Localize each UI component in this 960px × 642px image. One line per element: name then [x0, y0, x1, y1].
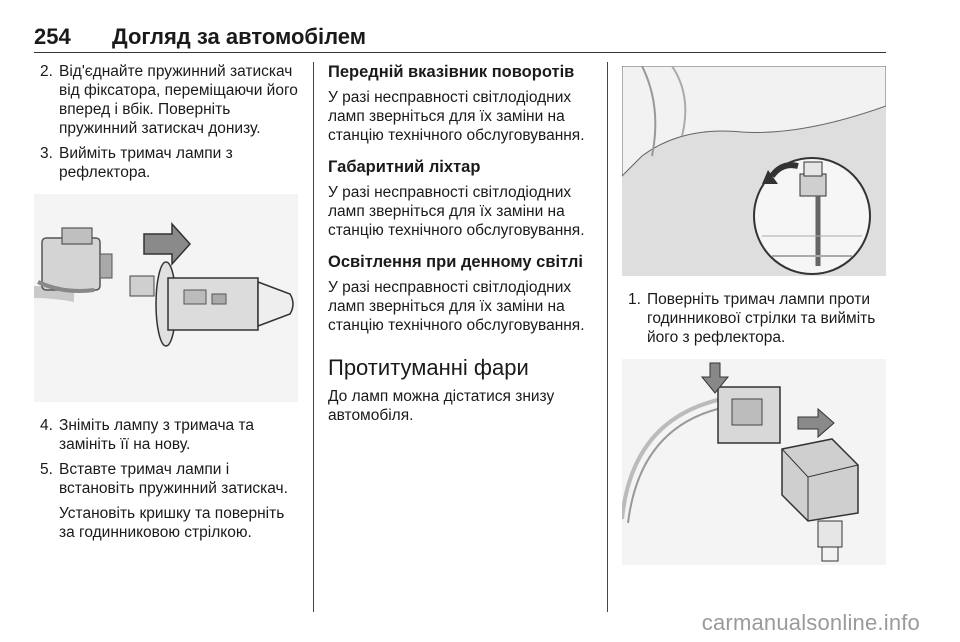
fog-light-access-illustration: [622, 66, 886, 276]
watermark: carmanualsonline.info: [701, 610, 920, 635]
column-divider-right: [607, 62, 608, 612]
instruction-step: [34, 62, 300, 138]
step-number: 3.: [40, 145, 53, 162]
instruction-step: [34, 416, 300, 454]
step-text: Вставте тримач лампи і встановіть пружинний затискач.: [59, 461, 288, 497]
fog-light-access-drawing: [622, 66, 886, 276]
step-number: 2.: [40, 63, 53, 80]
step-text: Поверніть тримач лампи проти годинникової стрілки та вийміть його з рефлектора.: [647, 291, 876, 346]
step-text: Зніміть лампу з тримача та замініть її на нову.: [59, 417, 254, 453]
section-body-turn-signal: У разі несправності світлодіодних ламп зверніться для їх заміни на станцію технічного обслуговування.: [328, 89, 585, 144]
column-divider-left: [313, 62, 314, 612]
section-body-position-light: У разі несправності світлодіодних ламп зверніться для їх заміни на станцію технічного обслуговування.: [328, 184, 585, 239]
step-text: Вийміть тримач лампи з рефлектора.: [59, 145, 233, 181]
section-heading-position-light: Габаритний ліхтар: [328, 158, 481, 176]
bulb-holder-illustration: [34, 194, 298, 402]
column-middle: [328, 62, 598, 437]
step-number: 1.: [628, 291, 641, 308]
section-body-daytime-lights: У разі несправності світлодіодних ламп зверніться для їх заміни на станцію технічного обслуговування.: [328, 279, 585, 334]
bulb-holder-drawing: [34, 194, 298, 402]
column-left: [34, 62, 300, 546]
step-text: Від'єднайте пружинний затискач від фіксатора, переміщаючи його вперед і вбік. Поверніть пружинний затискач донизу.: [59, 63, 298, 137]
section-body-fog-lights: До ламп можна дістатися знизу автомобіля.: [328, 388, 555, 424]
fog-light-bulb-drawing: [622, 359, 886, 565]
column-right: [622, 62, 892, 565]
section-heading-fog-lights: Протитуманні фари: [328, 355, 529, 380]
instruction-step: [34, 144, 300, 182]
section-heading-daytime-lights: Освітлення при денному світлі: [328, 253, 583, 271]
fog-light-bulb-illustration: [622, 359, 886, 565]
step-number: 5.: [40, 461, 53, 478]
section-heading-turn-signal: Передній вказівник поворотів: [328, 63, 575, 81]
step-note: Установіть кришку та поверніть за годинниковою стрілкою.: [59, 505, 285, 541]
page-title: Догляд за автомобілем: [112, 24, 367, 49]
instruction-step: [622, 290, 892, 347]
step-number: 4.: [40, 417, 53, 434]
page-number: 254: [34, 24, 71, 49]
page-header: [34, 18, 886, 53]
instruction-step: [34, 460, 300, 498]
